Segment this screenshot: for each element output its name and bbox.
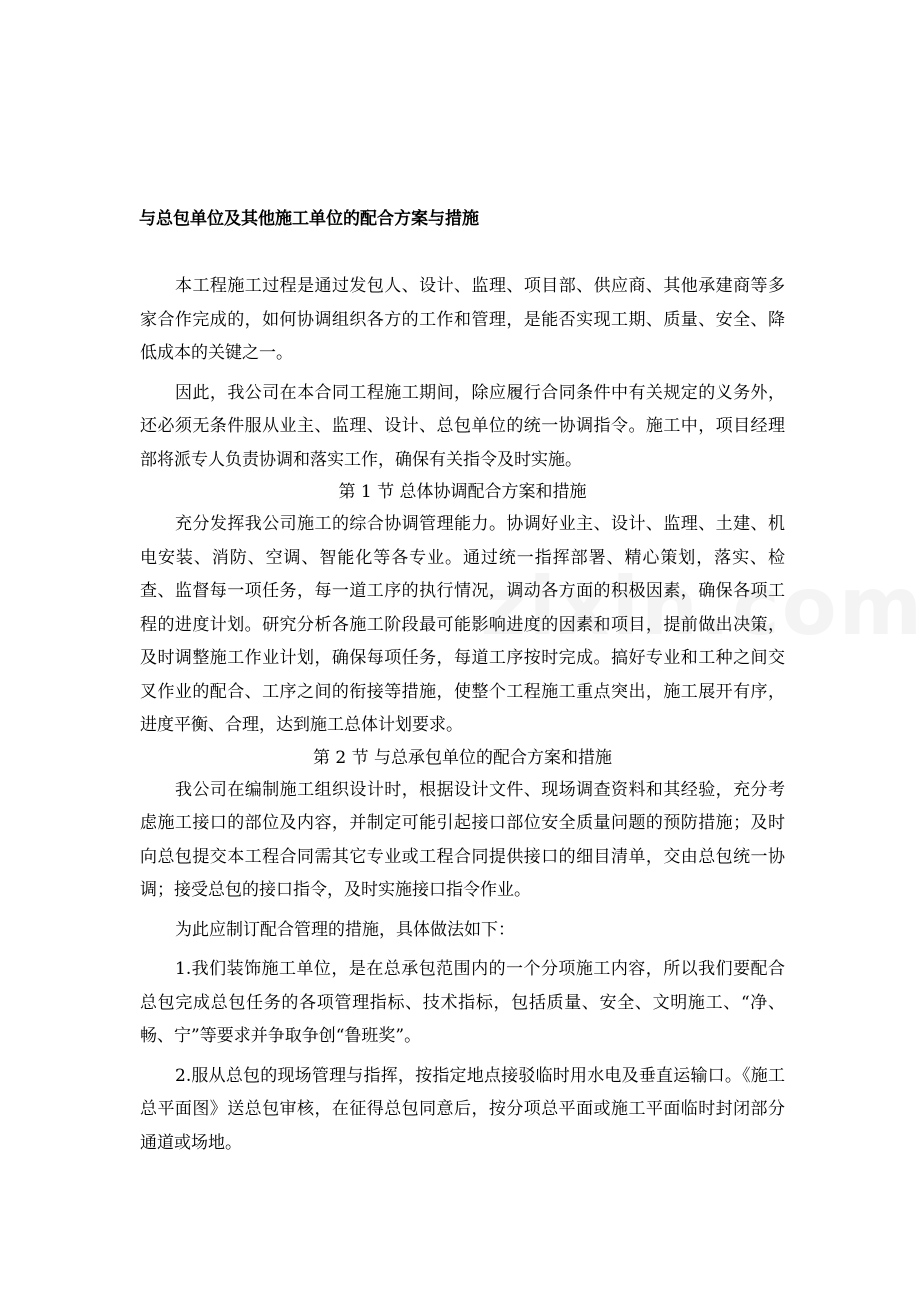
section-1-heading: 第 1 节 总体协调配合方案和措施 bbox=[338, 482, 587, 502]
section-2-item-2: 2.服从总包的现场管理与指挥，按指定地点接驳临时用水电及垂直运输口。《施工总平面图》送总包审核，在征得总包同意后，按分项总平面或施工平面临时封闭部分通道或场地。 bbox=[140, 1065, 785, 1153]
section-2-item-1: 1.我们装饰施工单位，是在总承包范围内的一个分项施工内容，所以我们要配合总包完成总包任务的各项管理指标、技术指标，包括质量、安全、文明施工、“净、畅、宁”等要求并争取争创“鲁班奖”。 bbox=[140, 959, 785, 1046]
section-2-paragraph-2: 为此应制订配合管理的措施，具体做法如下： bbox=[175, 919, 515, 940]
document-body bbox=[140, 270, 785, 1160]
section-2-paragraph-1: 我公司在编制施工组织设计时，根据设计文件、现场调查资料和其经验，充分考虑施工接口的部位及内容，并制定可能引起接口部位安全质量问题的预防措施；及时向总包提交本工程合同需其它专业或工程合同提供接口的细目清单，交由总包统一协调；接受总包的接口指令，及时实施接口指令作业。 bbox=[140, 779, 785, 900]
intro-paragraph-1: 本工程施工过程是通过发包人、设计、监理、项目部、供应商、其他承建商等多家合作完成的，如何协调组织各方的工作和管理，是能否实现工期、质量、安全、降低成本的关键之一。 bbox=[140, 276, 785, 363]
section-2-heading: 第 2 节 与总承包单位的配合方案和措施 bbox=[312, 747, 613, 768]
intro-paragraph-2: 因此，我公司在本合同工程施工期间，除应履行合同条件中有关规定的义务外，还必须无条件服从业主、监理、设计、总包单位的统一协调指令。施工中，项目经理部将派专人负责协调和落实工作，确保有关指令及时实施。 bbox=[140, 382, 785, 470]
section-1-paragraph-1: 充分发挥我公司施工的综合协调管理能力。协调好业主、设计、监理、土建、机电安装、消防、空调、智能化等各专业。通过统一指挥部署、精心策划，落实、检查、监督每一项任务，每一道工序的执行情况，调动各方面的积极因素，确保各项工程的进度计划。研究分析各施工阶段最可能影响进度的因素和项目，提前做出决策，及时调整施工作业计划，确保每项任务，每道工序按时完成。搞好专业和工种之间交叉作业的配合、工序之间的衔接等措施，使整个工程施工重点突出，施工展开有序，进度平衡、合理，达到施工总体计划要求。 bbox=[140, 514, 785, 735]
document-title: 与总包单位及其他施工单位的配合方案与措施 bbox=[139, 209, 479, 229]
